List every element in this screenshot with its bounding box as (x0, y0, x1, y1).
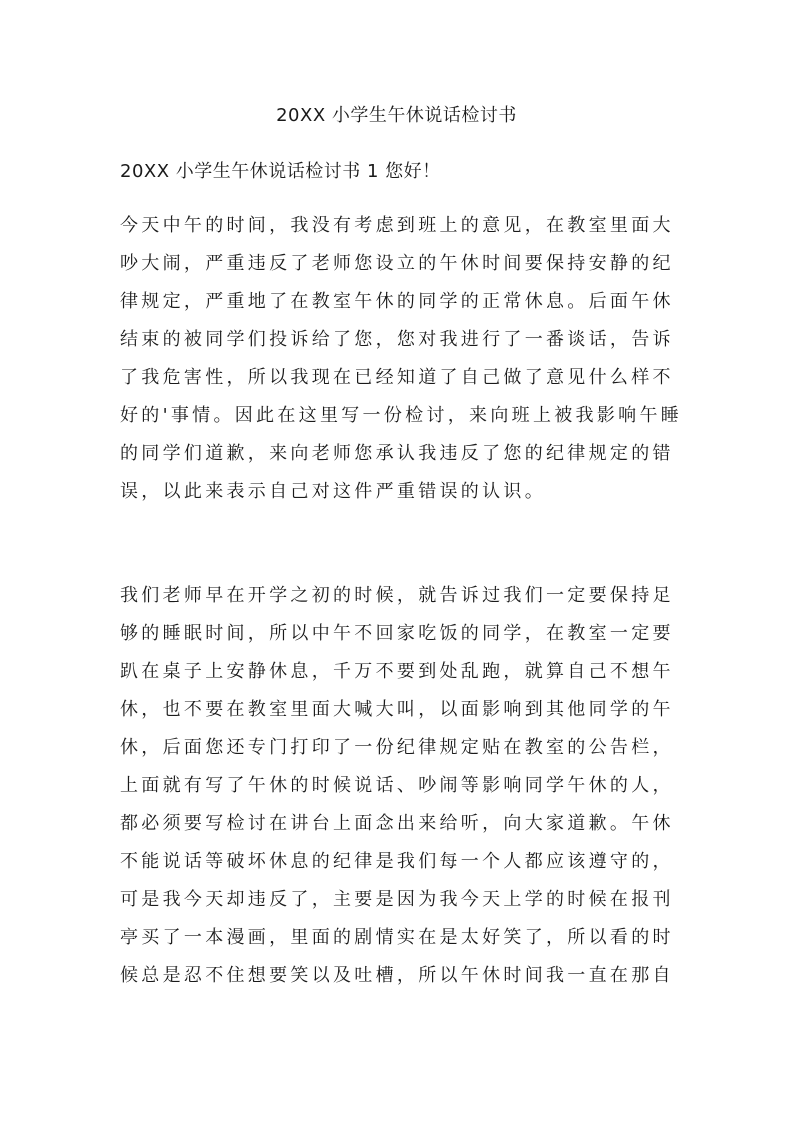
paragraph-line: 我们老师早在开学之初的时候，就告诉过我们一定要保持足 (120, 585, 674, 606)
paragraph-line: 够的睡眠时间，所以中午不回家吃饭的同学，在教室一定要 (120, 623, 674, 644)
paragraph-2 (120, 577, 680, 995)
paragraph-line: 今天中午的时间，我没有考虑到班上的意见，在教室里面大 (120, 215, 674, 236)
paragraph-line: 了我危害性，所以我现在已经知道了自己做了意见什么样不 (120, 367, 674, 388)
paragraph-line: 上面就有写了午休的时候说话、吵闹等影响同学午休的人， (120, 775, 674, 796)
paragraph-line: 结束的被同学们投诉给了您，您对我进行了一番谈话，告诉 (120, 329, 674, 350)
paragraph-line: 候总是忍不住想要笑以及吐槽，所以午休时间我一直在那自 (120, 965, 674, 986)
paragraph-line: 趴在桌子上安静休息，千万不要到处乱跑，就算自己不想午 (120, 661, 674, 682)
paragraph-line: 好的'事情。因此在这里写一份检讨，来向班上被我影响午睡 (120, 405, 683, 426)
paragraph-line: 亭买了一本漫画，里面的剧情实在是太好笑了，所以看的时 (120, 927, 674, 948)
paragraph-line: 吵大闹，严重违反了老师您设立的午休时间要保持安静的纪 (120, 253, 674, 274)
paragraph-1 (120, 207, 683, 511)
paragraph-line: 可是我今天却违反了，主要是因为我今天上学的时候在报刊 (120, 889, 674, 910)
paragraph-line: 律规定，严重地了在教室午休的同学的正常休息。后面午休 (120, 291, 674, 312)
paragraph-line: 的同学们道歉，来向老师您承认我违反了您的纪律规定的错 (120, 443, 674, 464)
paragraph-line: 都必须要写检讨在讲台上面念出来给听，向大家道歉。午休 (120, 813, 674, 834)
paragraph-line: 不能说话等破坏休息的纪律是我们每一个人都应该遵守的， (120, 851, 674, 872)
paragraph-line: 休，也不要在教室里面大喊大叫，以面影响到其他同学的午 (120, 699, 674, 720)
paragraph-line: 休，后面您还专门打印了一份纪律规定贴在教室的公告栏， (120, 737, 674, 758)
paragraph-line: 误，以此来表示自己对这件严重错误的认识。 (120, 481, 546, 502)
document-title: 20XX 小学生午休说话检讨书 (276, 105, 517, 126)
document-subtitle: 20XX 小学生午休说话检讨书 1 您好！ (120, 161, 441, 182)
